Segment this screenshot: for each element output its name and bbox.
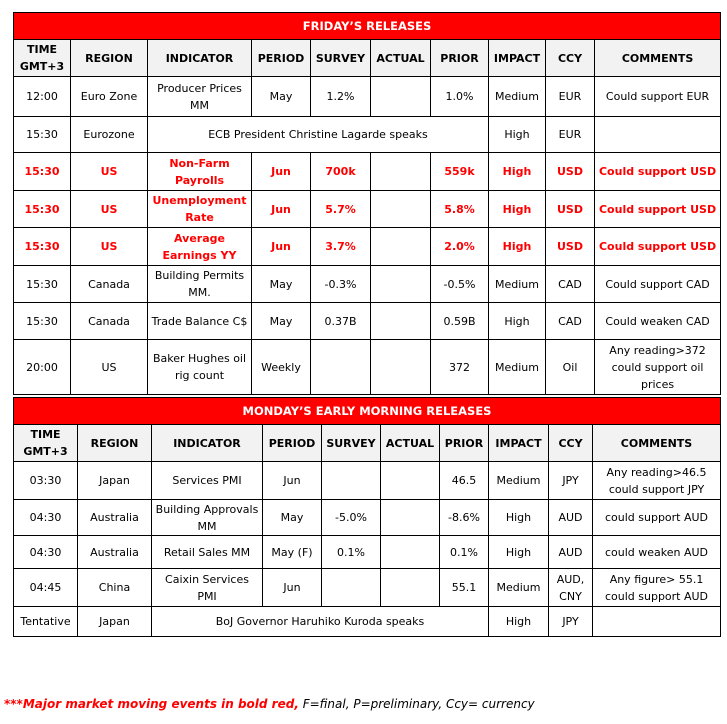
ccy-cell: AUD — [549, 536, 593, 569]
survey-cell: 3.7% — [311, 228, 371, 266]
survey-cell: -0.3% — [311, 266, 371, 303]
ccy-cell: AUD, CNY — [549, 569, 593, 607]
survey-cell: 700k — [311, 153, 371, 191]
survey-cell: 5.7% — [311, 191, 371, 228]
region-cell: US — [71, 191, 148, 228]
monday-banner: MONDAY’S EARLY MORNING RELEASES — [14, 398, 721, 425]
time-cell: 03:30 — [14, 462, 78, 500]
period-cell: May — [252, 266, 311, 303]
actual-cell — [381, 569, 440, 607]
column-header: ACTUAL — [371, 40, 431, 77]
time-cell: 04:30 — [14, 500, 78, 536]
table-row — [14, 500, 721, 536]
region-cell: US — [71, 153, 148, 191]
time-cell: 04:30 — [14, 536, 78, 569]
column-header: SURVEY — [322, 425, 381, 462]
prior-cell: 55.1 — [440, 569, 489, 607]
column-header: COMMENTS — [593, 425, 721, 462]
ccy-cell: AUD — [549, 500, 593, 536]
prior-cell: 46.5 — [440, 462, 489, 500]
column-header: ACTUAL — [381, 425, 440, 462]
comments-cell: Any reading>46.5 could support JPY — [593, 462, 721, 500]
impact-cell: High — [489, 607, 549, 637]
period-cell: Jun — [263, 462, 322, 500]
survey-cell: 0.1% — [322, 536, 381, 569]
ccy-cell: USD — [546, 153, 595, 191]
table-row — [14, 536, 721, 569]
friday-releases-table — [13, 12, 721, 395]
ccy-cell: EUR — [546, 117, 595, 153]
comments-cell — [595, 117, 721, 153]
actual-cell — [371, 266, 431, 303]
table-row — [14, 77, 721, 117]
actual-cell — [381, 500, 440, 536]
impact-cell: High — [489, 228, 546, 266]
time-cell: 12:00 — [14, 77, 71, 117]
actual-cell — [371, 153, 431, 191]
actual-cell — [371, 191, 431, 228]
ccy-cell: CAD — [546, 303, 595, 340]
comments-cell: Could support USD — [595, 191, 721, 228]
period-cell: Jun — [252, 228, 311, 266]
indicator-cell: Retail Sales MM — [152, 536, 263, 569]
footnote-legend: F=final, P=preliminary, Ccy= currency — [298, 697, 535, 711]
impact-cell: Medium — [489, 569, 549, 607]
region-cell: US — [71, 340, 148, 395]
region-cell: US — [71, 228, 148, 266]
time-cell: 15:30 — [14, 303, 71, 340]
ccy-cell: JPY — [549, 607, 593, 637]
indicator-cell: Building Permits MM. — [148, 266, 252, 303]
period-cell: Jun — [252, 153, 311, 191]
column-header: CCY — [546, 40, 595, 77]
survey-cell: -5.0% — [322, 500, 381, 536]
actual-cell — [371, 228, 431, 266]
time-cell: 20:00 — [14, 340, 71, 395]
footnote-highlight: ***Major market moving events in bold red, — [4, 697, 299, 711]
actual-cell — [381, 536, 440, 569]
table-row — [14, 340, 721, 395]
monday-body — [14, 462, 721, 637]
prior-cell: -8.6% — [440, 500, 489, 536]
comments-cell: Could support EUR — [595, 77, 721, 117]
column-header: TIME GMT+3 — [14, 40, 71, 77]
actual-cell — [371, 77, 431, 117]
indicator-cell: Building Approvals MM — [152, 500, 263, 536]
prior-cell: 1.0% — [431, 77, 489, 117]
monday-releases-table — [13, 397, 721, 637]
region-cell: Euro Zone — [71, 77, 148, 117]
ccy-cell: EUR — [546, 77, 595, 117]
impact-cell: High — [489, 500, 549, 536]
survey-cell — [322, 569, 381, 607]
comments-cell: Any figure> 55.1 could support AUD — [593, 569, 721, 607]
impact-cell: Medium — [489, 266, 546, 303]
comments-cell: could weaken AUD — [593, 536, 721, 569]
prior-cell: -0.5% — [431, 266, 489, 303]
friday-header-row — [14, 40, 721, 77]
prior-cell: 2.0% — [431, 228, 489, 266]
comments-cell: Could weaken CAD — [595, 303, 721, 340]
comments-cell: Could support USD — [595, 153, 721, 191]
prior-cell: 372 — [431, 340, 489, 395]
region-cell: Japan — [78, 607, 152, 637]
table-row — [14, 117, 721, 153]
survey-cell — [311, 340, 371, 395]
column-header: PRIOR — [440, 425, 489, 462]
column-header: IMPACT — [489, 425, 549, 462]
region-cell: Eurozone — [71, 117, 148, 153]
table-row — [14, 191, 721, 228]
friday-body — [14, 77, 721, 395]
time-cell: 15:30 — [14, 117, 71, 153]
column-header: CCY — [549, 425, 593, 462]
column-header: PERIOD — [263, 425, 322, 462]
table-row — [14, 569, 721, 607]
table-row — [14, 607, 721, 637]
region-cell: China — [78, 569, 152, 607]
time-cell: 15:30 — [14, 228, 71, 266]
impact-cell: High — [489, 153, 546, 191]
period-cell: May (F) — [263, 536, 322, 569]
impact-cell: High — [489, 303, 546, 340]
comments-cell — [593, 607, 721, 637]
column-header: PERIOD — [252, 40, 311, 77]
impact-cell: Medium — [489, 462, 549, 500]
ccy-cell: USD — [546, 228, 595, 266]
column-header: REGION — [78, 425, 152, 462]
indicator-cell: Non-Farm Payrolls — [148, 153, 252, 191]
table-row — [14, 228, 721, 266]
indicator-cell: Unemployment Rate — [148, 191, 252, 228]
ccy-cell: JPY — [549, 462, 593, 500]
event-cell: ECB President Christine Lagarde speaks — [148, 117, 489, 153]
table-row — [14, 153, 721, 191]
time-cell: Tentative — [14, 607, 78, 637]
column-header: INDICATOR — [152, 425, 263, 462]
ccy-cell: Oil — [546, 340, 595, 395]
ccy-cell: USD — [546, 191, 595, 228]
comments-cell: Could support USD — [595, 228, 721, 266]
indicator-cell: Baker Hughes oil rig count — [148, 340, 252, 395]
column-header: TIME GMT+3 — [14, 425, 78, 462]
region-cell: Canada — [71, 303, 148, 340]
column-header: REGION — [71, 40, 148, 77]
comments-cell: Any reading>372 could support oil prices — [595, 340, 721, 395]
column-header: IMPACT — [489, 40, 546, 77]
prior-cell: 559k — [431, 153, 489, 191]
column-header: INDICATOR — [148, 40, 252, 77]
prior-cell: 5.8% — [431, 191, 489, 228]
indicator-cell: Producer Prices MM — [148, 77, 252, 117]
time-cell: 15:30 — [14, 153, 71, 191]
survey-cell — [322, 462, 381, 500]
actual-cell — [381, 462, 440, 500]
indicator-cell: Average Earnings YY — [148, 228, 252, 266]
indicator-cell: Services PMI — [152, 462, 263, 500]
actual-cell — [371, 303, 431, 340]
column-header: PRIOR — [431, 40, 489, 77]
footnote — [4, 697, 535, 711]
time-cell: 15:30 — [14, 191, 71, 228]
period-cell: Jun — [263, 569, 322, 607]
impact-cell: Medium — [489, 340, 546, 395]
impact-cell: Medium — [489, 77, 546, 117]
impact-cell: High — [489, 191, 546, 228]
ccy-cell: CAD — [546, 266, 595, 303]
region-cell: Japan — [78, 462, 152, 500]
period-cell: May — [252, 303, 311, 340]
period-cell: May — [263, 500, 322, 536]
table-row — [14, 462, 721, 500]
comments-cell: Could support CAD — [595, 266, 721, 303]
survey-cell: 1.2% — [311, 77, 371, 117]
comments-cell: could support AUD — [593, 500, 721, 536]
time-cell: 04:45 — [14, 569, 78, 607]
time-cell: 15:30 — [14, 266, 71, 303]
period-cell: May — [252, 77, 311, 117]
prior-cell: 0.1% — [440, 536, 489, 569]
region-cell: Canada — [71, 266, 148, 303]
period-cell: Weekly — [252, 340, 311, 395]
indicator-cell: Trade Balance C$ — [148, 303, 252, 340]
region-cell: Australia — [78, 500, 152, 536]
impact-cell: High — [489, 117, 546, 153]
survey-cell: 0.37B — [311, 303, 371, 340]
column-header: SURVEY — [311, 40, 371, 77]
prior-cell: 0.59B — [431, 303, 489, 340]
friday-banner: FRIDAY’S RELEASES — [14, 13, 721, 40]
table-row — [14, 303, 721, 340]
monday-header-row — [14, 425, 721, 462]
table-row — [14, 266, 721, 303]
indicator-cell: Caixin Services PMI — [152, 569, 263, 607]
actual-cell — [371, 340, 431, 395]
period-cell: Jun — [252, 191, 311, 228]
event-cell: BoJ Governor Haruhiko Kuroda speaks — [152, 607, 489, 637]
column-header: COMMENTS — [595, 40, 721, 77]
region-cell: Australia — [78, 536, 152, 569]
impact-cell: High — [489, 536, 549, 569]
